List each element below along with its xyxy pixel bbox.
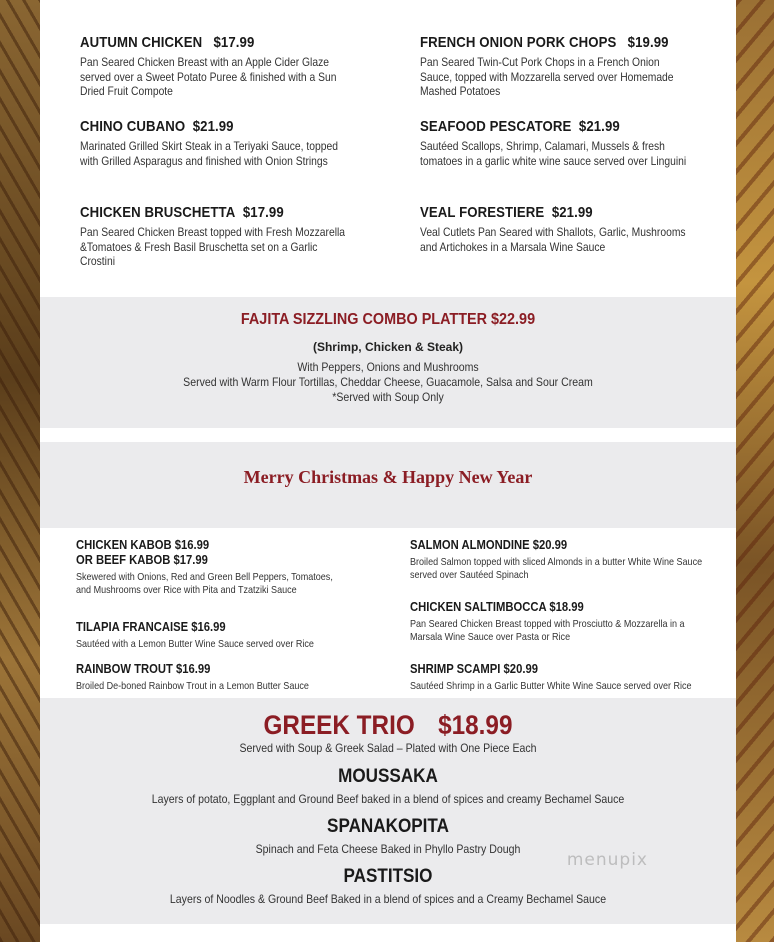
- fajita-note: *Served with Soup Only: [332, 390, 444, 404]
- dish-name: AUTUMN CHICKEN $17.99: [80, 34, 255, 51]
- right-decorative-border: [736, 0, 774, 942]
- menu-item-chicken-saltimbocca: [410, 600, 730, 643]
- fajita-description-line: With Peppers, Onions and Mushrooms: [297, 360, 479, 374]
- dish-description: Pan Seared Chicken Breast with an Apple Cider Glaze served over a Sweet Potato Puree & finished with a Sun Dried Fruit Compote: [80, 55, 337, 98]
- dish-name: CHINO CUBANO $21.99: [80, 118, 234, 135]
- menu-item-french-onion-pork-chops: [420, 34, 740, 99]
- dish-name-alternate: OR BEEF KABOB $17.99: [76, 553, 208, 567]
- dish-name: FRENCH ONION PORK CHOPS $19.99: [420, 34, 669, 51]
- menu-item-chicken-bruschetta: [80, 204, 400, 269]
- greek-dish-name: SPANAKOPITA: [327, 816, 449, 837]
- dish-description: Sautéed Shrimp in a Garlic Butter White Wine Sauce served over Rice: [410, 680, 692, 692]
- dish-description: Broiled De-boned Rainbow Trout in a Lemon Butter Sauce: [76, 680, 309, 692]
- dish-name: CHICKEN BRUSCHETTA $17.99: [80, 204, 284, 221]
- menu-item-chino-cubano: [80, 118, 400, 168]
- menu-item-rainbow-trout: [76, 662, 396, 693]
- menu-item-seafood-pescatore: [420, 118, 740, 168]
- greek-trio-subtitle: Served with Soup & Greek Salad – Plated with One Piece Each: [239, 741, 537, 755]
- dish-name: SEAFOOD PESCATORE $21.99: [420, 118, 620, 135]
- dish-name: TILAPIA FRANCAISE $16.99: [76, 620, 226, 634]
- dish-description: Veal Cutlets Pan Seared with Shallots, Garlic, Mushrooms and Artichokes in a Marsala Wine Sauce: [420, 225, 686, 254]
- dish-name: SHRIMP SCAMPI $20.99: [410, 662, 538, 676]
- menu-page: [40, 0, 736, 942]
- menu-item-kabob: [76, 538, 396, 596]
- menu-item-autumn-chicken: [80, 34, 400, 99]
- menu-item-shrimp-scampi: [410, 662, 730, 693]
- fajita-title: FAJITA SIZZLING COMBO PLATTER $22.99: [240, 311, 536, 328]
- fajita-description-line: Served with Warm Flour Tortillas, Cheddar Cheese, Guacamole, Salsa and Sour Cream: [183, 375, 593, 389]
- left-decorative-border: [0, 0, 40, 942]
- fajita-subtitle: (Shrimp, Chicken & Steak): [312, 340, 464, 354]
- menupix-watermark: menupix: [566, 850, 648, 870]
- dish-description: Sautéed Scallops, Shrimp, Calamari, Mussels & fresh tomatoes in a garlic white wine sauce served over Linguini: [420, 139, 687, 168]
- greek-trio-price: $18.99: [438, 710, 513, 740]
- dish-name: CHICKEN KABOB $16.99: [76, 538, 210, 552]
- dish-description: Broiled Salmon topped with sliced Almonds in a butter White Wine Sauce served over Sautéed Spinach: [410, 556, 703, 581]
- dish-name: RAINBOW TROUT $16.99: [76, 662, 211, 676]
- menu-item-veal-forestiere: [420, 204, 740, 254]
- dish-description: Pan Seared Chicken Breast topped with Fresh Mozzarella &Tomatoes & Fresh Basil Bruschetta set on a Garlic Crostini: [80, 225, 346, 268]
- greek-trio-title: GREEK TRIO $18.99: [263, 710, 513, 740]
- greek-dish-description: Spinach and Feta Cheese Baked in Phyllo Pastry Dough: [255, 842, 521, 856]
- dish-name: CHICKEN SALTIMBOCCA $18.99: [410, 600, 584, 614]
- dish-description: Pan Seared Chicken Breast topped with Prosciutto & Mozzarella in a Marsala Wine Sauce over Pasta or Rice: [410, 618, 685, 643]
- dish-description: Skewered with Onions, Red and Green Bell Peppers, Tomatoes, and Mushrooms over Rice with Pita and Tzatziki Sauce: [76, 571, 333, 596]
- greek-dish-name: MOUSSAKA: [338, 766, 438, 787]
- holiday-banner: [40, 442, 736, 528]
- menu-item-tilapia-francaise: [76, 620, 396, 651]
- fajita-section: [40, 297, 736, 428]
- greek-dish-description: Layers of potato, Eggplant and Ground Beef baked in a blend of spices and creamy Bechamel Sauce: [151, 792, 625, 806]
- greek-dish-description: Layers of Noodles & Ground Beef Baked in a blend of spices and a Creamy Bechamel Sauce: [169, 892, 607, 906]
- holiday-greeting: Merry Christmas & Happy New Year: [243, 467, 533, 487]
- dish-description: Pan Seared Twin-Cut Pork Chops in a French Onion Sauce, topped with Mozzarella served over Homemade Mashed Potatoes: [420, 55, 674, 98]
- greek-trio-section: [40, 698, 736, 924]
- dish-name: VEAL FORESTIERE $21.99: [420, 204, 593, 221]
- dish-description: Marinated Grilled Skirt Steak in a Teriyaki Sauce, topped with Grilled Asparagus and finished with Onion Strings: [80, 139, 338, 168]
- menu-item-salmon-almondine: [410, 538, 730, 581]
- greek-dish-name: PASTITSIO: [343, 866, 433, 887]
- dish-description: Sautéed with a Lemon Butter Wine Sauce served over Rice: [76, 638, 314, 650]
- dish-name: SALMON ALMONDINE $20.99: [410, 538, 568, 552]
